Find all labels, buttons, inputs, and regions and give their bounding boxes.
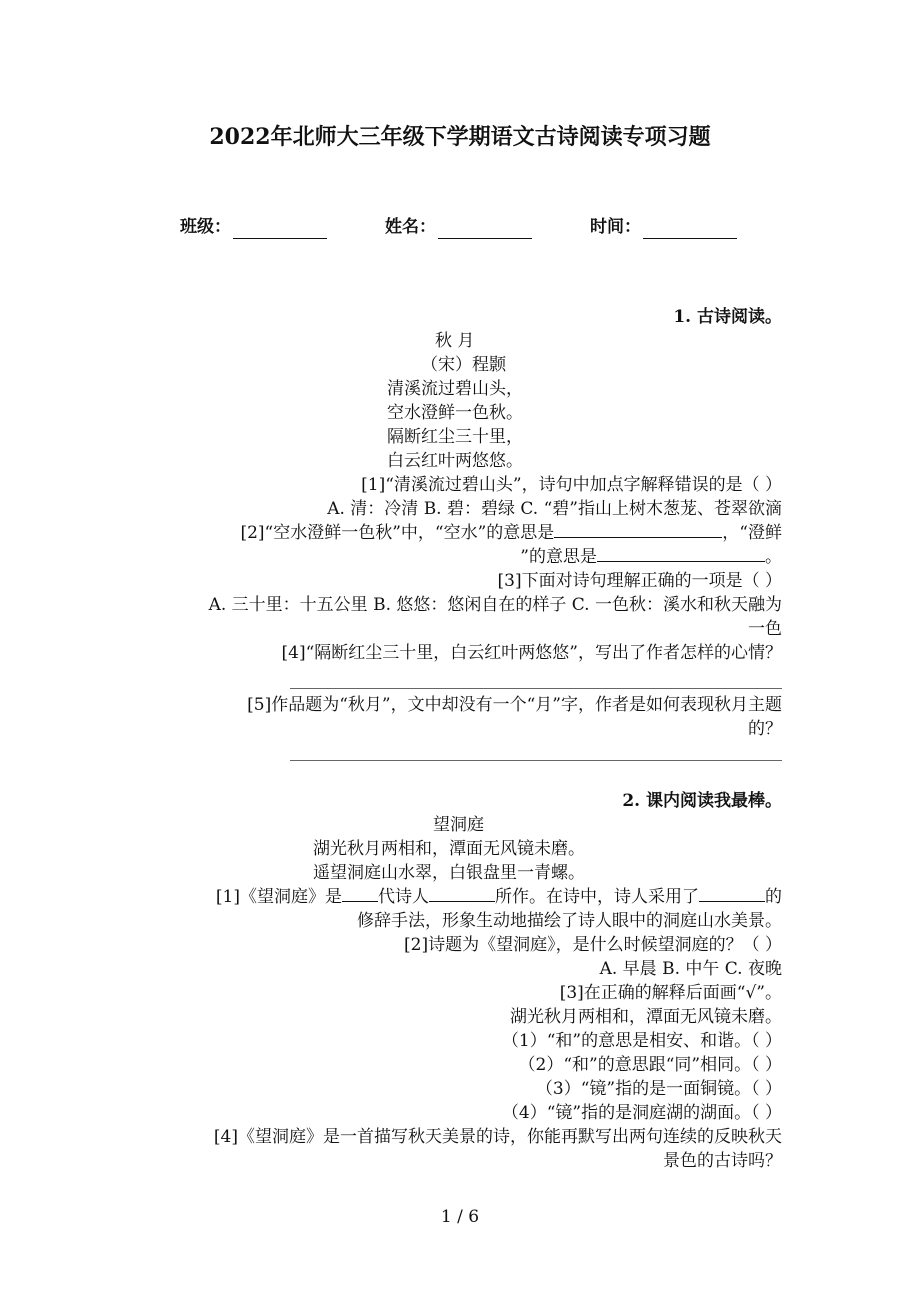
s2-question-2-options: A. 早晨 B. 中午 C. 夜晚 bbox=[599, 959, 782, 979]
class-label: 班级： bbox=[180, 217, 231, 237]
poem1-author: （宋）程颢 bbox=[421, 355, 506, 375]
answer-line[interactable] bbox=[290, 688, 782, 689]
s1-q2-text-d: 。 bbox=[765, 547, 782, 567]
s2-question-4: [4]《望洞庭》是一首描写秋天美景的诗，你能再默写出两句连续的反映秋天 bbox=[213, 1127, 782, 1147]
s1-q2-text-b: ，“澄鲜 bbox=[722, 523, 782, 543]
time-blank[interactable] bbox=[643, 222, 737, 239]
s1-q2-text-a: [2]“空水澄鲜一色秋”中，“空水”的意思是 bbox=[240, 523, 555, 543]
class-field bbox=[180, 215, 327, 239]
poem1-line: 隔断红尘三十里， bbox=[387, 427, 523, 447]
s1-question-3-options-cont: 一色 bbox=[748, 619, 782, 639]
s2-q1-text-a: [1]《望洞庭》是 bbox=[215, 887, 342, 907]
s1-question-2-cont bbox=[520, 546, 782, 568]
s2-q3-item: （3）“镜”指的是一面铜镜。（ ） bbox=[535, 1079, 782, 1099]
name-label: 姓名： bbox=[385, 217, 436, 237]
s1-question-1: [1]“清溪流过碧山头”，诗句中加点字解释错误的是（ ） bbox=[361, 475, 782, 495]
s2-q3-item: （2）“和”的意思跟“同”相同。（ ） bbox=[518, 1055, 782, 1075]
s1-q2-blank-2[interactable] bbox=[597, 547, 765, 562]
poem1-line: 清溪流过碧山头， bbox=[387, 379, 523, 399]
s2-q1-blank-1[interactable] bbox=[342, 887, 378, 902]
section2-heading: 2. 课内阅读我最棒。 bbox=[622, 791, 782, 811]
s2-question-1 bbox=[216, 886, 782, 908]
poem1-title: 秋 月 bbox=[435, 331, 475, 351]
s2-question-1-cont: 修辞手法，形象生动地描绘了诗人眼中的洞庭山水美景。 bbox=[357, 911, 782, 931]
s2-question-3-line: 湖光秋月两相和，潭面无风镜未磨。 bbox=[510, 1007, 782, 1027]
s1-question-1-options: A. 清：冷清 B. 碧：碧绿 C. “碧”指山上树木葱茏、苍翠欲滴 bbox=[327, 499, 782, 519]
s1-question-3: [3]下面对诗句理解正确的一项是（ ） bbox=[497, 571, 782, 591]
poem2-line: 湖光秋月两相和，潭面无风镜未磨。 bbox=[313, 839, 585, 859]
s2-q3-item: （1）“和”的意思是相安、和谐。（ ） bbox=[501, 1031, 782, 1051]
page-number: 1 / 6 bbox=[440, 1207, 480, 1227]
s1-q2-text-c: ”的意思是 bbox=[520, 547, 597, 567]
poem2-title: 望洞庭 bbox=[433, 815, 484, 835]
poem1-line: 空水澄鲜一色秋。 bbox=[387, 403, 523, 423]
s2-q1-text-d: 的 bbox=[765, 887, 782, 907]
s1-question-5: [5]作品题为“秋月”，文中却没有一个“月”字，作者是如何表现秋月主题 bbox=[247, 695, 782, 715]
class-blank[interactable] bbox=[233, 222, 327, 239]
section1-heading: 1. 古诗阅读。 bbox=[673, 307, 782, 327]
s2-q1-blank-3[interactable] bbox=[699, 887, 765, 902]
page-title: 2022年北师大三年级下学期语文古诗阅读专项习题 bbox=[209, 124, 711, 150]
poem2-line: 遥望洞庭山水翠，白银盘里一青螺。 bbox=[313, 863, 585, 883]
poem1-line: 白云红叶两悠悠。 bbox=[387, 451, 523, 471]
name-field bbox=[385, 215, 532, 239]
s2-q3-item: （4）“镜”指的是洞庭湖的湖面。（ ） bbox=[501, 1103, 782, 1123]
s2-question-2: [2]诗题为《望洞庭》，是什么时候望洞庭的？（ ） bbox=[404, 935, 782, 955]
s1-q2-blank-1[interactable] bbox=[554, 523, 722, 538]
s2-q1-text-b: 代诗人 bbox=[378, 887, 429, 907]
s1-question-3-options: A. 三十里：十五公里 B. 悠悠：悠闲自在的样子 C. 一色秋：溪水和秋天融为 bbox=[208, 595, 782, 615]
s2-q1-text-c: 所作。在诗中，诗人采用了 bbox=[495, 887, 699, 907]
time-field bbox=[590, 215, 737, 239]
s1-question-2 bbox=[240, 522, 782, 544]
answer-line[interactable] bbox=[290, 760, 782, 761]
s1-question-4: [4]“隔断红尘三十里，白云红叶两悠悠”，写出了作者怎样的心情？ bbox=[281, 643, 782, 663]
s2-q1-blank-2[interactable] bbox=[429, 887, 495, 902]
name-blank[interactable] bbox=[438, 222, 532, 239]
s2-question-3: [3]在正确的解释后面画“√”。 bbox=[559, 983, 782, 1003]
s2-question-4-cont: 景色的古诗吗？ bbox=[663, 1151, 782, 1171]
s1-question-5-cont: 的？ bbox=[748, 719, 782, 739]
time-label: 时间： bbox=[590, 217, 641, 237]
